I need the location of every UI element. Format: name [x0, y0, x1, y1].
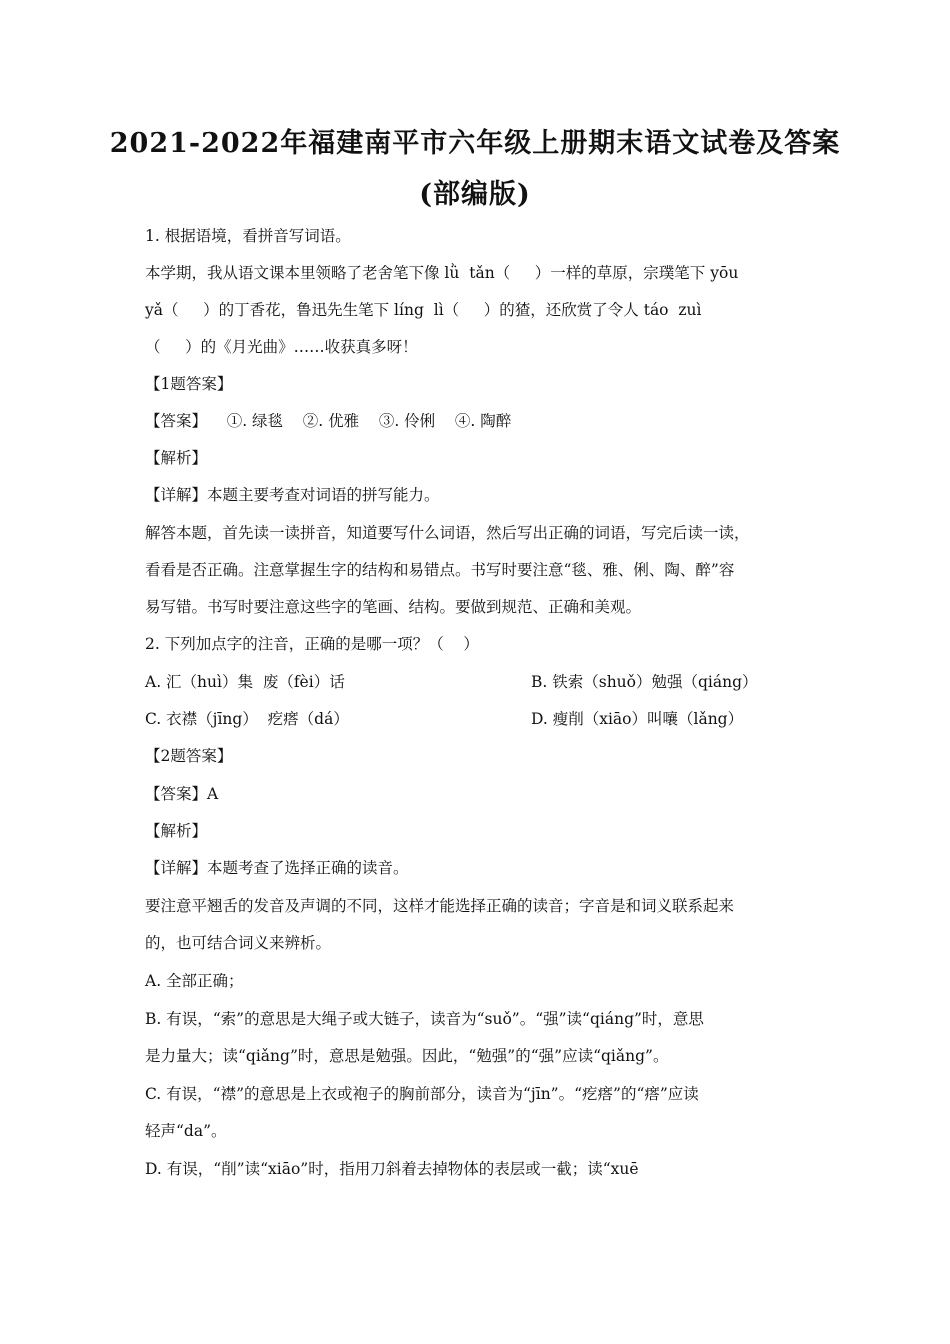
question-1-text-line: yǎ（ ）的丁香花，鲁迅先生笔下 líng lì（ ）的猹，还欣赏了令人 táo zuì — [145, 301, 702, 319]
detail-line: 【详解】本题考查了选择正确的读音。 — [145, 859, 409, 877]
question-1-text-line: 本学期，我从语文课本里领略了老舍笔下像 lǜ tǎn（ ）一样的草原，宗璞笔下 yōu — [145, 264, 739, 282]
paragraph-line: 解答本题，首先读一读拼音，知道要写什么词语，然后写出正确的词语，写完后读一读， — [145, 524, 750, 542]
answer-heading: 【2题答案】 — [145, 747, 233, 765]
question-1-prompt: 1. 根据语境，看拼音写词语。 — [145, 227, 351, 245]
document-subtitle: (部编版) — [419, 179, 531, 210]
paragraph-line: 看看是否正确。注意掌握生字的结构和易错点。书写时要注意“毯、雅、俐、陶、醉”容 — [145, 561, 735, 579]
question-2-prompt: 2. 下列加点字的注音，正确的是哪一项？（ ） — [145, 635, 479, 653]
paragraph-line: B. 有误，“索”的意思是大绳子或大链子，读音为“suǒ”。“强”读“qiáng”时，意思 — [145, 1010, 704, 1028]
paragraph-line: 的，也可结合词义来辨析。 — [145, 934, 332, 952]
answer-line: 【答案】A — [145, 785, 219, 803]
paragraph-line: 易写错。书写时要注意这些字的笔画、结构。要做到规范、正确和美观。 — [145, 598, 642, 616]
paragraph-line: 是力量大；读“qiǎng”时，意思是勉强。因此，“勉强”的“强”应读“qiǎng”。 — [145, 1047, 669, 1065]
detail-line: 【详解】本题主要考查对词语的拼写能力。 — [145, 486, 440, 504]
analysis-heading: 【解析】 — [145, 822, 208, 840]
option-b: B. 铁索（shuǒ）勉强（qiáng） — [531, 673, 758, 691]
answer-heading: 【1题答案】 — [145, 375, 233, 393]
paragraph-line: C. 有误，“襟”的意思是上衣或袍子的胸前部分，读音为“jīn”。“疙瘩”的“瘩”应读 — [145, 1085, 699, 1103]
paragraph-line: A. 全部正确； — [145, 972, 244, 990]
paragraph-line: 要注意平翘舌的发音及声调的不同，这样才能选择正确的读音；字音是和词义联系起来 — [145, 897, 735, 915]
paragraph-line: 轻声“da”。 — [145, 1122, 227, 1140]
option-d: D. 瘦削（xiāo）叫嚷（lǎng） — [531, 710, 744, 728]
paragraph-line: D. 有误，“削”读“xiāo”时，指用刀斜着去掉物体的表层或一截；读“xuē — [145, 1160, 639, 1178]
question-1-text-line: （ ）的《月光曲》……收获真多呀！ — [145, 338, 418, 356]
document-title: 2021-2022年福建南平市六年级上册期末语文试卷及答案 — [109, 128, 841, 159]
analysis-heading: 【解析】 — [145, 449, 208, 467]
option-c: C. 衣襟（jīng） 疙瘩（dá） — [145, 710, 349, 728]
answer-line: 【答案】 ①. 绿毯 ②. 优雅 ③. 伶俐 ④. 陶醉 — [145, 412, 512, 430]
option-a: A. 汇（huì）集 废（fèi）话 — [145, 673, 345, 691]
